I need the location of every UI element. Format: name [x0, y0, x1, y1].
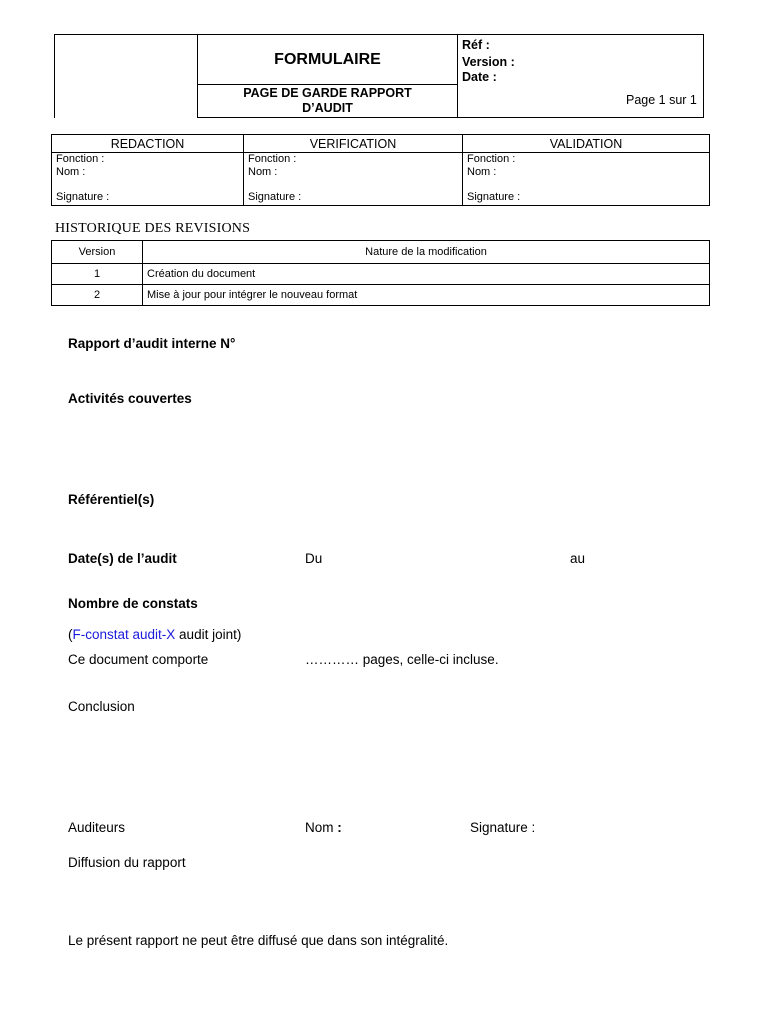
form-title: FORMULAIRE — [274, 51, 381, 68]
history-title: HISTORIQUE DES REVISIONS — [55, 221, 251, 236]
ref-label: Réf : — [462, 38, 490, 52]
nom-label: Nom : — [467, 165, 497, 178]
signature-label: Signature : — [248, 191, 302, 203]
redaction-cell[interactable] — [52, 153, 244, 206]
form-subtitle-line2: D’AUDIT — [302, 101, 353, 115]
diffusion-label: Diffusion du rapport — [68, 855, 186, 870]
constat-form-link[interactable]: F-constat audit-X — [72, 627, 176, 642]
col-nature: Nature de la modification — [143, 241, 710, 264]
nom-label: Nom : — [248, 165, 278, 178]
constat-rest: audit joint) — [175, 627, 242, 642]
nom-text: Nom — [305, 820, 338, 835]
referentiels-label: Référentiel(s) — [68, 492, 155, 507]
revision-nature: Création du document — [143, 264, 710, 285]
revision-table — [51, 240, 710, 306]
fonction-label: Fonction : — [467, 153, 516, 165]
pages-count-text: ………… pages, celle-ci incluse. — [305, 652, 499, 667]
nom-colon: : — [337, 820, 342, 835]
activites-label: Activités couvertes — [68, 391, 192, 406]
col-validation: VALIDATION — [463, 135, 710, 153]
revision-version: 2 — [52, 285, 143, 306]
signature-label: Signature : — [56, 191, 110, 203]
table-row — [52, 285, 710, 306]
col-redaction: REDACTION — [52, 135, 244, 153]
date-from-label: Du — [305, 551, 323, 566]
date-to-label: au — [570, 551, 586, 566]
constat-attachment-note — [68, 627, 241, 642]
col-verification: VERIFICATION — [244, 135, 463, 153]
signature-label: Signature : — [467, 191, 521, 203]
nom-label: Nom : — [56, 165, 86, 178]
table-row — [52, 264, 710, 285]
validation-cell[interactable] — [463, 153, 710, 206]
header-divider-2 — [457, 34, 458, 118]
header-right-border — [703, 34, 704, 118]
header-top-border — [54, 34, 704, 35]
integrality-notice: Le présent rapport ne peut être diffusé que dans son intégralité. — [68, 933, 449, 948]
header-left-border — [54, 34, 55, 118]
auditeurs-label: Auditeurs — [68, 820, 126, 835]
auditeur-nom-label — [305, 820, 342, 835]
paren-open: ( — [68, 627, 73, 642]
page-indicator: Page 1 sur 1 — [626, 93, 697, 107]
conclusion-label: Conclusion — [68, 699, 135, 714]
col-version: Version — [52, 241, 143, 264]
auditeur-signature-label: Signature : — [470, 820, 536, 835]
revision-version: 1 — [52, 264, 143, 285]
approval-table — [51, 134, 710, 206]
date-label: Date : — [462, 70, 497, 84]
rapport-number-label: Rapport d’audit interne N° — [68, 336, 236, 351]
header-title-divider — [197, 84, 457, 85]
header-bottom-border — [197, 117, 704, 118]
audit-dates-label: Date(s) de l’audit — [68, 551, 177, 566]
revision-nature: Mise à jour pour intégrer le nouveau format — [143, 285, 710, 306]
verification-cell[interactable] — [244, 153, 463, 206]
fonction-label: Fonction : — [248, 153, 297, 165]
constats-count-label: Nombre de constats — [68, 596, 198, 611]
document-pages-label: Ce document comporte — [68, 652, 209, 667]
form-subtitle-line1: PAGE DE GARDE RAPPORT — [243, 86, 412, 100]
fonction-label: Fonction : — [56, 153, 105, 165]
version-label: Version : — [462, 55, 515, 69]
